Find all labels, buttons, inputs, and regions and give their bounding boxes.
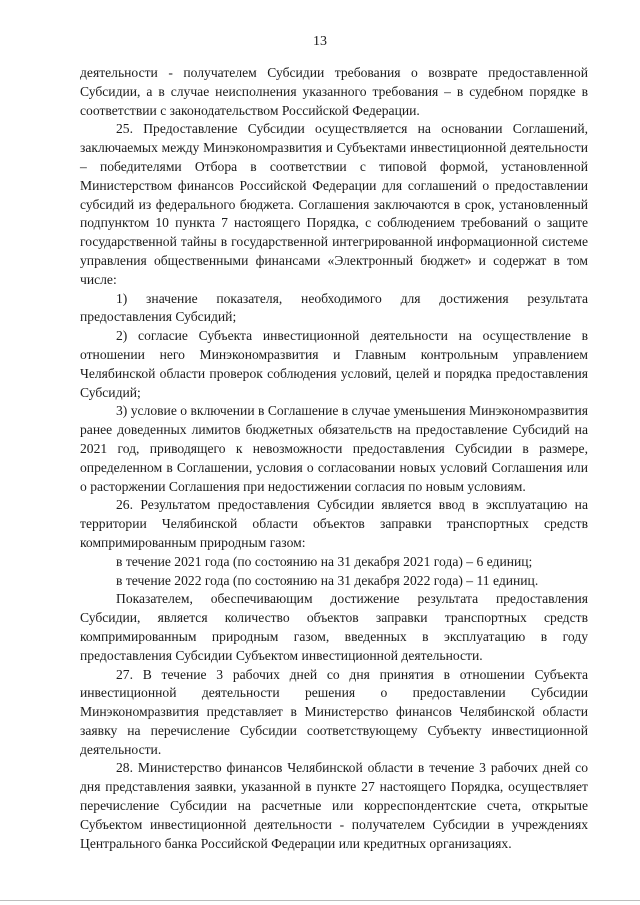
paragraph-25-item-1: 1) значение показателя, необходимого для достижения результата предоставления Субсидий; [80,290,588,325]
paragraph-25-item-2: 2) согласие Субъекта инвестиционной деятельности на осуществление в отношении него Минэкономразвития и Главным контрольным управлением Челябинской области проверок соблюдения условий, целей и порядка предоставления Субсидий; [80,328,588,400]
paragraph-indicator: Показателем, обеспечивающим достижение результата предоставления Субсидии, является количество объектов заправки транспортных средств компримированным природным газом, введенных в эксплуатацию в году предоставления Субсидии Субъектом инвестиционной деятельности. [80,591,588,663]
paragraph-26-line-2022: в течение 2022 года (по состоянию на 31 декабря 2022 года) – 11 единиц. [116,572,539,588]
document-body [80,64,588,853]
page-number: 13 [313,34,327,49]
paragraph-27: 27. В течение 3 рабочих дней со дня принятия в отношении Субъекта инвестиционной деятельности решения о предоставлении Субсидии Минэкономразвития представляет в Министерство финансов Челябинской области заявку на перечисление Субсидии соответствующему Субъекту инвестиционной деятельности. [80,666,588,757]
page-bottom-edge [0,900,640,901]
paragraph-25: 25. Предоставление Субсидии осуществляется на основании Соглашений, заключаемых между Минэкономразвития и Субъектами инвестиционной деятельности – победителями Отбора в соответствии с типовой формой, установленной Министерством финансов Российской Федерации для соглашений о предоставлении субсидий из федерального бюджета. Соглашения заключаются в срок, установленный подпунктом 10 пункта 7 настоящего Порядка, с соблюдением требований о защите государственной тайны в государственной интегрированной информационной системе управления общественными финансами «Электронный бюджет» и содержат в том числе: [80,121,588,287]
paragraph-28: 28. Министерство финансов Челябинской области в течение 3 рабочих дней со дня представления заявки, указанной в пункте 27 настоящего Порядка, осуществляет перечисление Субсидии на расчетные или корреспондентские счета, открытые Субъектом инвестиционной деятельности - получателем Субсидии в учреждениях Центрального банка Российской Федерации или кредитных организациях. [80,760,588,851]
paragraph-26: 26. Результатом предоставления Субсидии является ввод в эксплуатацию на территории Челябинской области объектов заправки транспортных средств компримированным природным газом: [80,497,588,550]
paragraph-25-item-3: 3) условие о включении в Соглашение в случае уменьшения Минэкономразвития ранее доведенных лимитов бюджетных обязательств на предоставление Субсидий на 2021 год, приводящего к невозможности предоставления Субсидии в размере, определенном в Соглашении, условия о согласовании новых условий Соглашения или о расторжении Соглашения при недостижении согласия по новым условиям. [80,403,588,494]
paragraph-26-line-2021: в течение 2021 года (по состоянию на 31 декабря 2021 года) – 6 единиц; [116,553,533,569]
paragraph-continuation: деятельности - получателем Субсидии требования о возврате предоставленной Субсидии, а в случае неисполнения указанного требования – в судебном порядке в соответствии с законодательством Российской Федерации. [80,65,588,118]
